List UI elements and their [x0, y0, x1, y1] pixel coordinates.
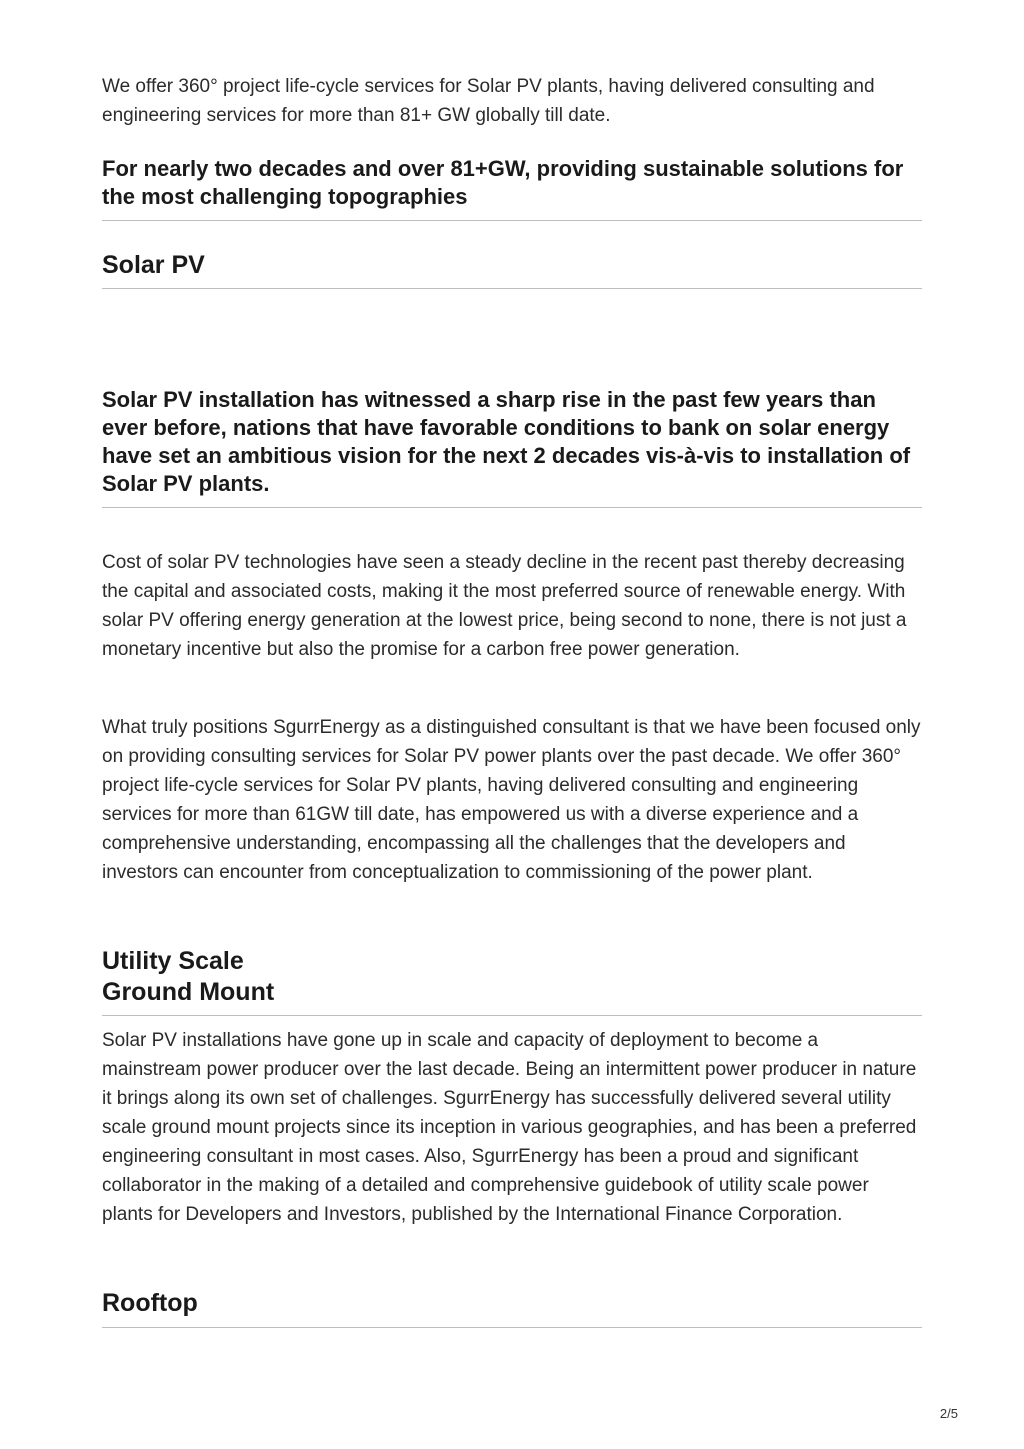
tagline-heading: For nearly two decades and over 81+GW, providing sustainable solutions for the most challenging topographies	[102, 156, 904, 209]
heading-line: Utility Scale	[102, 947, 244, 975]
divider	[102, 507, 922, 508]
utility-scale-paragraph: Solar PV installations have gone up in scale and capacity of deployment to become a mainstream power producer over the last decade. Being an intermittent power producer in nature it brings along its own set of challenges. SgurrEnergy has successfully delivered several utility scale ground mount projects since its inception in various geographies, and has been a preferred engineering consultant in most cases. Also, SgurrEnergy has been a proud and significant collaborator in the making of a detailed and comprehensive guidebook of utility scale power plants for Developers and Investors, published by the International Finance Corporation.	[102, 1030, 917, 1225]
solar-pv-lead: Solar PV installation has witnessed a sharp rise in the past few years than ever before, nations that have favorable conditions to bank on solar energy have set an ambitious vision for the next 2 decades vis-à-vis to installation of Solar PV plants.	[102, 387, 911, 496]
divider	[102, 220, 922, 221]
section-heading-utility-scale	[102, 946, 274, 1008]
page-number: 2/5	[939, 1406, 958, 1421]
intro-paragraph: We offer 360° project life-cycle services for Solar PV plants, having delivered consulting and engineering services for more than 81+ GW globally till date.	[102, 76, 875, 126]
solar-pv-paragraph: Cost of solar PV technologies have seen a steady decline in the recent past thereby decreasing the capital and associated costs, making it the most preferred source of renewable energy. With solar PV offering energy generation at the lowest price, being second to none, there is not just a monetary incentive but also the promise for a carbon free power generation.	[102, 552, 907, 660]
divider	[102, 1327, 922, 1328]
heading-line: Ground Mount	[102, 978, 275, 1006]
divider	[102, 288, 922, 289]
section-heading-rooftop: Rooftop	[102, 1289, 198, 1317]
solar-pv-paragraph: What truly positions SgurrEnergy as a distinguished consultant is that we have been focused only on providing consulting services for Solar PV power plants over the past decade. We offer 360° project life-cycle services for Solar PV plants, having delivered consulting and engineering services for more than 61GW till date, has empowered us with a diverse experience and a comprehensive understanding, encompassing all the challenges that the developers and investors can encounter from conceptualization to commissioning of the power plant.	[102, 717, 921, 883]
section-heading-solar-pv: Solar PV	[102, 251, 205, 279]
divider	[102, 1015, 922, 1016]
